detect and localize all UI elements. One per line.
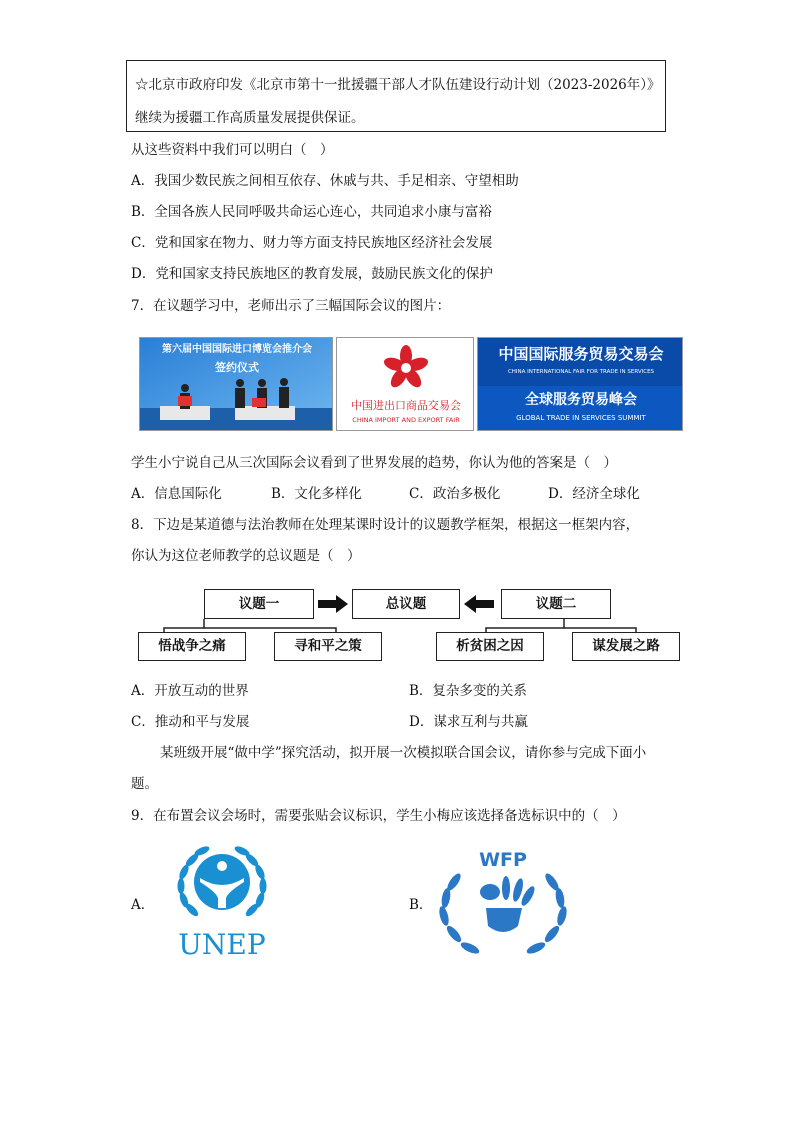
quote-line-1: ☆北京市政府印发《北京市第十一批援疆干部人才队伍建设行动计划（2023-2026年）》 <box>135 77 661 93</box>
node-sub-poverty: 析贫困之因 <box>436 632 544 661</box>
q8-option-a[interactable]: A．开放互动的世界 <box>131 683 249 699</box>
q7-option-d[interactable]: D．经济全球化 <box>548 486 640 502</box>
q7-option-a[interactable]: A．信息国际化 <box>131 486 222 502</box>
photo3-title: 中国国际服务贸易交易会 <box>498 345 664 363</box>
q8-options-row-2 <box>131 712 691 732</box>
q9-option-b-label[interactable]: B． <box>409 897 433 913</box>
node-sub-development: 谋发展之路 <box>572 632 680 661</box>
wfp-logo-text: WFP <box>479 849 527 871</box>
q6-stem: 从这些资料中我们可以明白（ ） <box>131 142 334 158</box>
unep-logo-text: UNEP <box>178 928 266 961</box>
q8-option-c[interactable]: C．推动和平与发展 <box>131 714 250 730</box>
q8-stem-1: 8．下边是某道德与法治教师在处理某课时设计的议题教学框架，根据这一框架内容， <box>131 517 640 533</box>
q9-stem: 9．在布置会议会场时，需要张贴会议标识，学生小梅应该选择备选标识中的（ ） <box>131 808 626 824</box>
photo3-en2: GLOBAL TRADE IN SERVICES SUMMIT <box>516 414 646 422</box>
photo2-en: CHINA IMPORT AND EXPORT FAIR <box>352 416 460 424</box>
canton-fair-flower-icon <box>382 345 429 390</box>
q7-option-c[interactable]: C．政治多极化 <box>409 486 501 502</box>
q7-options <box>131 484 691 504</box>
q7-stem: 7．在议题学习中，老师出示了三幅国际会议的图片： <box>131 298 451 314</box>
node-topic-1: 议题一 <box>204 589 314 619</box>
wheat-hand-icon <box>480 876 537 932</box>
photo1-title: 第六届中国国际进口博览会推介会 <box>162 344 312 355</box>
node-sub-peace: 寻和平之策 <box>274 632 382 661</box>
q8-stem-2: 你认为这位老师教学的总议题是（ ） <box>131 548 361 564</box>
node-main-topic: 总议题 <box>352 589 460 619</box>
photo-canton-fair <box>336 337 474 431</box>
arrow-left-icon <box>464 595 494 613</box>
quote-line-2: 继续为援疆工作高质量发展提供保证。 <box>135 110 365 126</box>
q7-question: 学生小宁说自己从三次国际会议看到了世界发展的趋势，你认为他的答案是（ ） <box>131 455 617 471</box>
topic-framework-diagram <box>136 588 684 662</box>
photo-trade-services <box>477 337 683 431</box>
conference-photos <box>139 337 683 431</box>
intro-line-1: 某班级开展“做中学”探究活动，拟开展一次模拟联合国会议，请你参与完成下面小 <box>160 745 647 761</box>
node-topic-2: 议题二 <box>501 589 611 619</box>
q8-options-row-1 <box>131 681 691 701</box>
unep-logo[interactable] <box>172 842 272 962</box>
photo-expo-signing <box>139 337 333 431</box>
intro-line-2: 题。 <box>131 776 158 792</box>
q7-option-b[interactable]: B．文化多样化 <box>271 486 362 502</box>
quote-box <box>126 60 666 132</box>
q6-option-a[interactable]: A．我国少数民族之间相互依存、休戚与共、手足相亲、守望相助 <box>131 173 519 189</box>
q8-option-d[interactable]: D．谋求互利与共赢 <box>409 714 528 730</box>
photo3-summit: 全球服务贸易峰会 <box>525 392 637 408</box>
q6-option-b[interactable]: B．全国各族人民同呼吸共命运心连心，共同追求小康与富裕 <box>131 204 492 220</box>
q6-option-c[interactable]: C．党和国家在物力、财力等方面支持民族地区经济社会发展 <box>131 235 493 251</box>
q6-option-d[interactable]: D．党和国家支持民族地区的教育发展，鼓励民族文化的保护 <box>131 266 493 282</box>
q9-option-a-label[interactable]: A． <box>131 897 155 913</box>
photo3-en1: CHINA INTERNATIONAL FAIR FOR TRADE IN SERVICES <box>507 369 655 375</box>
wfp-logo[interactable] <box>430 846 576 966</box>
photo1-subtitle: 签约仪式 <box>215 361 259 374</box>
q8-option-b[interactable]: B．复杂多变的关系 <box>409 683 527 699</box>
photo2-cn: 中国进出口商品交易会 <box>351 399 461 412</box>
node-sub-war: 悟战争之痛 <box>138 632 246 661</box>
arrow-right-icon <box>318 595 348 613</box>
